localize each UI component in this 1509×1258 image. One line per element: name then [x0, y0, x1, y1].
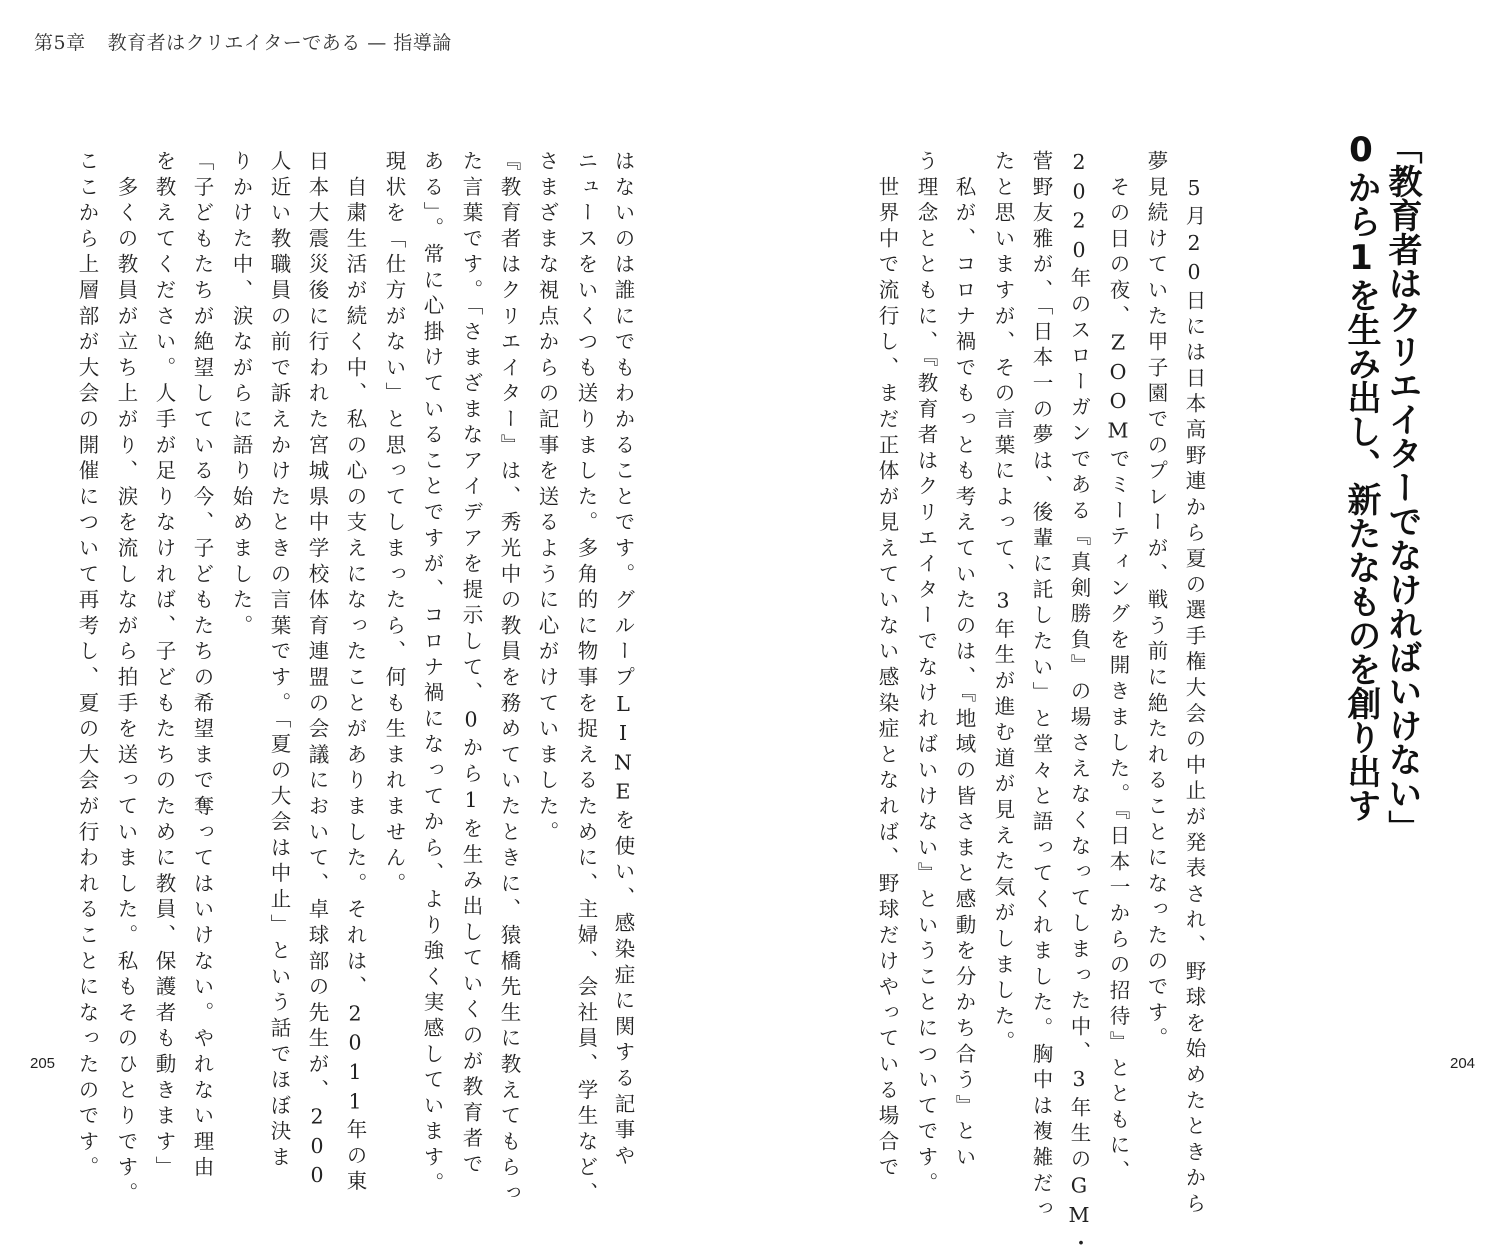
chapter-title: 教育者はクリエイターである — 指導論 [107, 32, 452, 54]
body-column: 世界中で流行し、まだ正体が見えていない感染症となれば、野球だけやっている場合で [875, 150, 899, 1182]
body-column: ある」。常に心掛けていることですが、コロナ禍になってから、より強く実感しています。 [420, 150, 444, 1198]
body-column: う理念とともに、『教育者はクリエイターでなければいけない』ということについてです。 [914, 150, 938, 1198]
body-column: 夢見続けていた甲子園でのプレーが、戦う前に絶たれることになったのです。 [1144, 150, 1168, 1053]
body-column: 菅野友雅が、「日本一の夢は、後輩に託したい」と堂々と語ってくれました。胸中は複雑だっ [1029, 150, 1053, 1224]
body-column: 「子どもたちが絶望している今、子どもたちの希望まで奪ってはいけない。やれない理由 [190, 150, 214, 1182]
body-column: 現状を「仕方がない」と思ってしまったら、何も生まれません。 [382, 150, 406, 899]
body-column: を教えてください。人手が足りなければ、子どもたちのために教員、保護者も動きます」 [152, 150, 176, 1182]
body-column: りかけた中、涙ながらに語り始めました。 [229, 150, 253, 641]
section-title-line-2: 0から1を生み出し、新たなものを創り出す [1341, 130, 1381, 822]
body-column: 私が、コロナ禍でもっとも考えていたのは、『地域の皆さまと感動を分かち合う』とい [952, 150, 976, 1172]
page-number-right: 204 [1450, 1055, 1476, 1072]
chapter-number: 第5章 [34, 32, 86, 54]
body-column: 2020年のスローガンである『真剣勝負』の場さえなくなってしまった中、3年生のGM・ [1067, 150, 1091, 1258]
body-column: た言葉です。「さまざまなアイデアを提示して、0から1を生み出していくのが教育者で [459, 150, 483, 1179]
body-column: たと思いますが、その言葉によって、3年生が進む道が見えた気がしました。 [991, 150, 1015, 1057]
body-column: 自粛生活が続く中、私の心の支えになったことがありました。それは、2011年の東 [343, 150, 367, 1196]
body-column: 5月20日には日本高野連から夏の選手権大会の中止が発表され、野球を始めたときから [1182, 150, 1206, 1219]
body-column: 日本大震災後に行われた宮城県中学校体育連盟の会議において、卓球部の先生が、200 [305, 150, 329, 1193]
body-column: ニュースをいくつも送りました。多角的に物事を捉えるために、主婦、会社員、学生など、 [574, 150, 598, 1208]
body-column: 『教育者はクリエイター』は、秀光中の教員を務めていたときに、猿橋先生に教えてもらっ [497, 150, 521, 1208]
body-column: ここから上層部が大会の開催について再考し、夏の大会が行われることになったのです。 [75, 150, 99, 1182]
running-header [34, 28, 452, 55]
body-column: 多くの教員が立ち上がり、涙を流しながら拍手を送っていました。私もそのひとりです。 [114, 150, 138, 1208]
body-column: その日の夜、ZOOMでミーティングを開きました。『日本一からの招待』とともに、 [1106, 150, 1130, 1186]
section-title-line-1: 「教育者はクリエイターでなければいけない」 [1382, 130, 1422, 844]
body-column: はないのは誰にでもわかることです。グループLINEを使い、感染症に関する記事や [611, 150, 635, 1171]
page-number-left: 205 [30, 1055, 56, 1072]
body-column: 人近い教職員の前で訴えかけたときの言葉です。「夏の大会は中止」という話でほぼ決ま [267, 150, 291, 1172]
body-column: さまざまな視点からの記事を送るように心がけていました。 [535, 150, 559, 847]
